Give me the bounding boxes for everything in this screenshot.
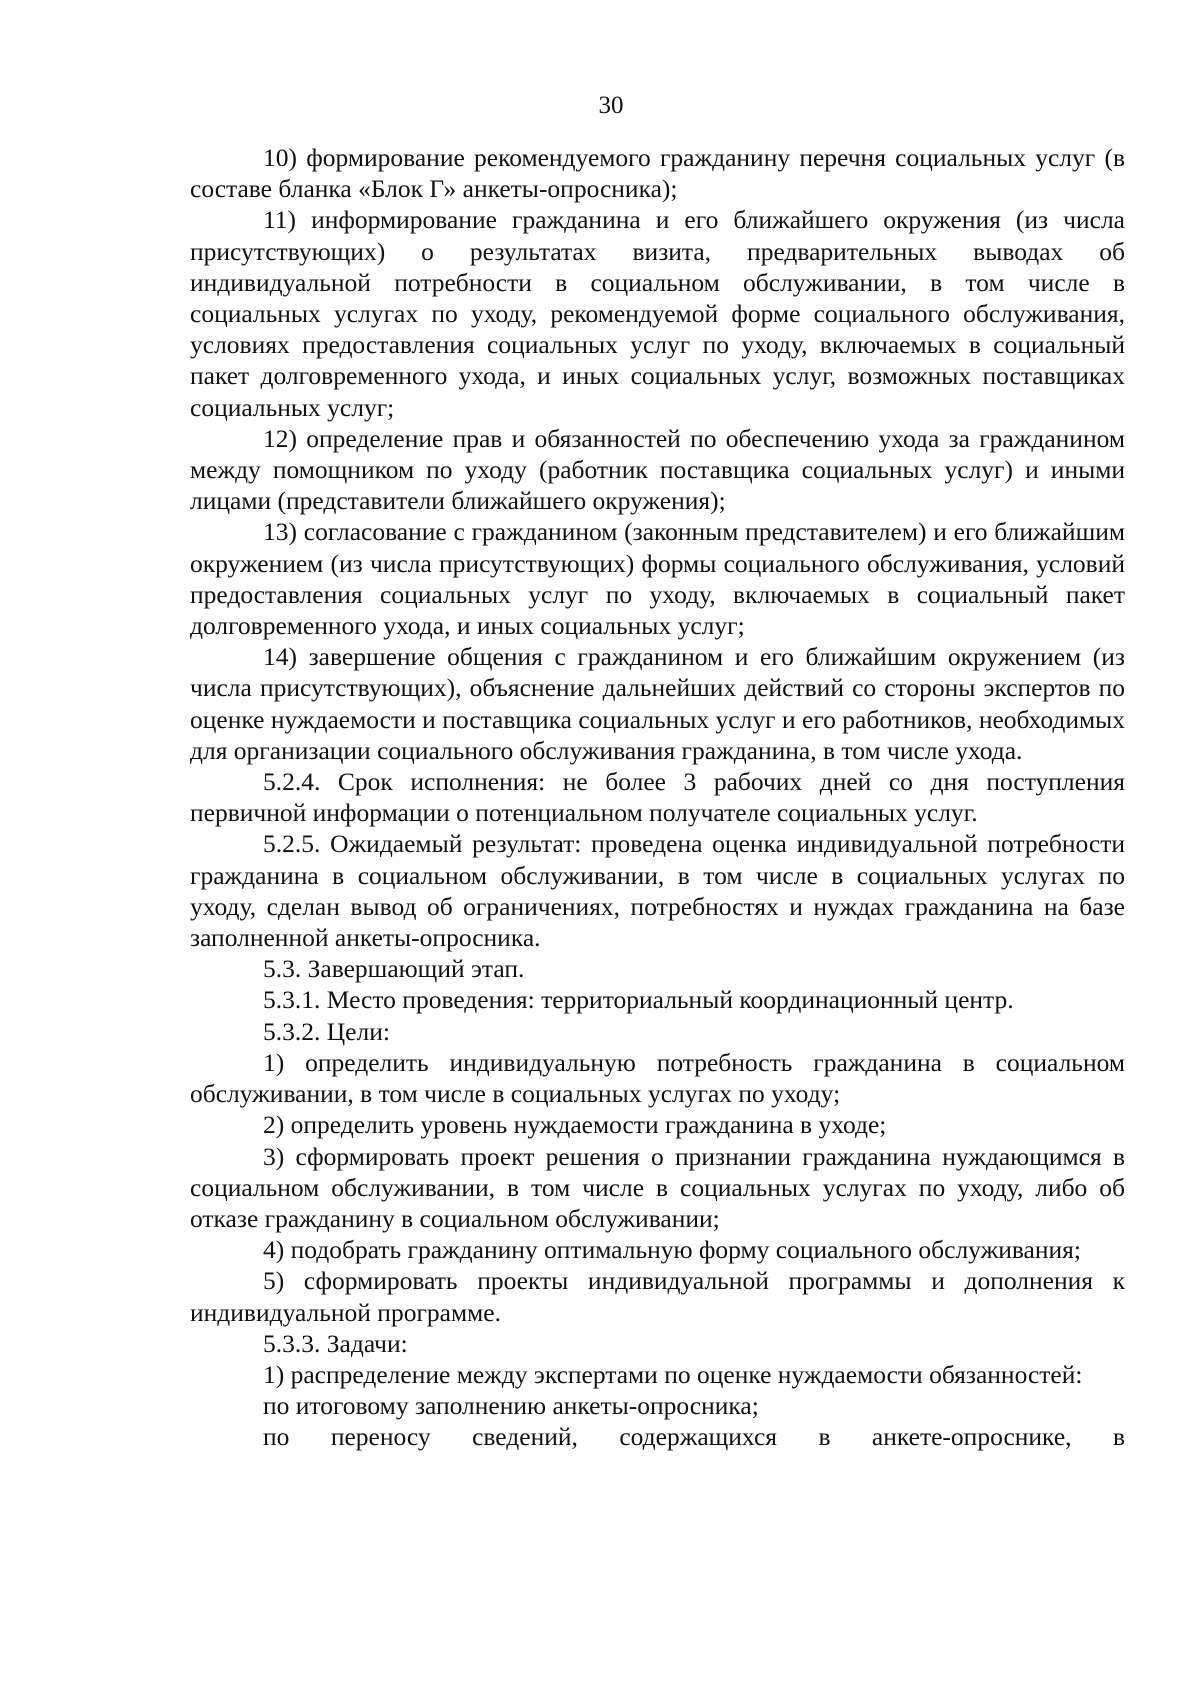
- paragraph-5-3: 5.3. Завершающий этап.: [263, 954, 525, 984]
- document-body: [190, 142, 1125, 1453]
- goal-item-3: 3) сформировать проект решения о признании гражданина нуждающимся в социальном обслуживании, в том числе в социальных услугах по уходу, либо об отказе гражданину в социальном обслуживании;: [190, 1141, 1125, 1233]
- page-number: 30: [598, 92, 624, 119]
- paragraph-5-3-2: 5.3.2. Цели:: [263, 1016, 390, 1046]
- paragraph-item-14: 14) завершение общения с гражданином и его ближайшим окружением (из числа присутствующих), объяснение дальнейших действий со стороны экспертов по оценке нуждаемости и поставщика социальных услуг и его работников, необходимых для организации социального обслуживания гражданина, в том числе ухода.: [190, 642, 1125, 765]
- paragraph-5-2-4: 5.2.4. Срок исполнения: не более 3 рабочих дней со дня поступления первичной информации о потенциальном получателе социальных услуг.: [190, 767, 1125, 828]
- paragraph-item-12: 12) определение прав и обязанностей по обеспечению ухода за гражданином между помощником по уходу (работник поставщика социальных услуг) и иными лицами (представители ближайшего окружения);: [190, 423, 1125, 516]
- paragraph-item-11: 11) информирование гражданина и его ближайшего окружения (из числа присутствующих) о результатах визита, предварительных выводах об индивидуальной потребности в социальном обслуживании, в том числе в социальных услугах по уходу, рекомендуемой форме социального обслуживания, условиях предоставления социальных услуг по уходу, включаемых в социальный пакет долговременного ухода, и иных социальных услуг, возможных поставщиках социальных услуг;: [190, 205, 1125, 422]
- goal-item-1: 1) определить индивидуальную потребность гражданина в социальном обслуживании, в том числе в социальных услугах по уходу;: [190, 1047, 1125, 1109]
- task-item-1: 1) распределение между экспертами по оценке нуждаемости обязанностей:: [263, 1359, 1083, 1389]
- paragraph-item-13: 13) согласование с гражданином (законным представителем) и его ближайшим окружением (из числа присутствующих) формы социального обслуживания, условий предоставления социальных услуг по уходу, включаемых в социальный пакет долговременного ухода, и иных социальных услуг;: [190, 517, 1125, 641]
- task-subitem-transfer: по переносу сведений, содержащихся в анкете-опроснике, в: [263, 1422, 1125, 1452]
- goal-item-5: 5) сформировать проекты индивидуальной программы и дополнения к индивидуальной программе.: [190, 1266, 1125, 1327]
- task-subitem-final-form: по итоговому заполнению анкеты-опросника;: [263, 1391, 759, 1421]
- paragraph-item-10: 10) формирование рекомендуемого гражданину перечня социальных услуг (в составе бланка «Блок Г» анкеты-опросника);: [190, 143, 1125, 204]
- paragraph-5-3-3: 5.3.3. Задачи:: [263, 1328, 408, 1358]
- paragraph-5-2-5: 5.2.5. Ожидаемый результат: проведена оценка индивидуальной потребности гражданина в социальном обслуживании, в том числе в социальных услугах по уходу, сделан вывод об ограничениях, потребностях и нуждах гражданина на базе заполненной анкеты-опросника.: [190, 829, 1125, 953]
- goal-item-4: 4) подобрать гражданину оптимальную форму социального обслуживания;: [263, 1235, 1081, 1265]
- paragraph-5-3-1: 5.3.1. Место проведения: территориальный координационный центр.: [263, 985, 1014, 1015]
- goal-item-2: 2) определить уровень нуждаемости гражданина в уходе;: [263, 1110, 887, 1140]
